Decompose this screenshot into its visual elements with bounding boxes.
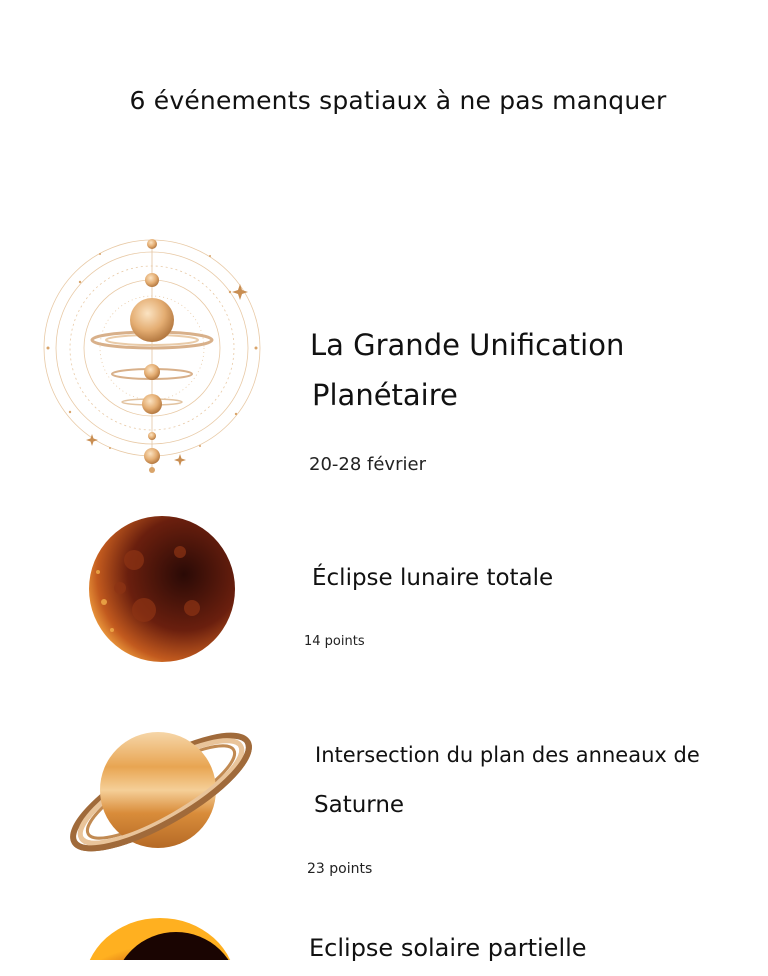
event-points: 14 points: [304, 634, 365, 649]
event-title-line2: Saturne: [314, 792, 405, 818]
event-title: Intersection du plan des anneaux de: [315, 743, 700, 767]
planetary-alignment-icon: [40, 232, 270, 478]
event-date: 20-28 février: [309, 454, 426, 475]
saturn-icon: [58, 710, 264, 874]
blood-moon-icon: [84, 512, 240, 666]
event-title: Eclipse solaire partielle: [309, 934, 587, 962]
page-title: 6 événements spatiaux à ne pas manquer: [129, 86, 667, 115]
event-title: La Grande Unification: [310, 328, 625, 362]
solar-eclipse-icon: [80, 916, 240, 976]
event-title-line2: Planétaire: [312, 378, 458, 412]
event-points: 23 points: [307, 861, 373, 877]
event-title: Éclipse lunaire totale: [312, 565, 554, 591]
